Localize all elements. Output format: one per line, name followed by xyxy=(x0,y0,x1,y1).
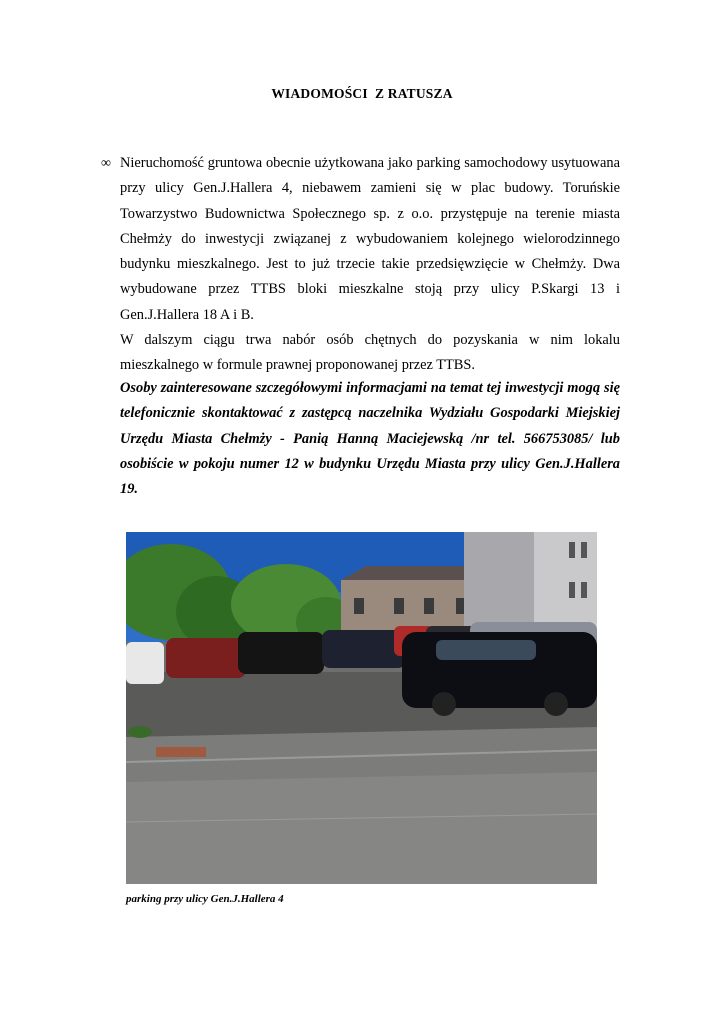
page-title: WIADOMOŚCI Z RATUSZA xyxy=(271,86,453,101)
parking-photo xyxy=(126,532,597,884)
photo-caption: parking przy ulicy Gen.J.Hallera 4 xyxy=(126,893,284,905)
paragraph-recruitment: W dalszym ciągu trwa nabór osób chętnych do pozyskania w nim lokalu mieszkalnego w formule prawnej proponowanej przez TTBS. xyxy=(120,332,620,374)
paragraph-investment: Nieruchomość gruntowa obecnie użytkowana jako parking samochodowy usytuowana przy ulicy Gen.J.Hallera 4, niebawem zamieni się w plac budowy. Toruńskie Towarzystwo Budownictwa Społecznego sp. z o.o. przystępuje na terenie miasta Chełmży do inwestycji związanej z wybudowaniem kolejnego wielorodzinnego budynku mieszkalnego. Jest to już trzecie takie przedsięwzięcie w Chełmży. Dwa wybudowane przez TTBS bloki mieszkalne stoją przy ulicy P.Skargi 13 i Gen.J.Hallera 18 A i B. xyxy=(120,155,620,323)
infinity-bullet-icon: ∞ xyxy=(101,156,111,171)
paragraph-contact: Osoby zainteresowane szczegółowymi informacjami na temat tej inwestycji mogą się telefonicznie skontaktować z zastępcą naczelnika Wydziału Gospodarki Miejskiej Urzędu Miasta Chełmży - Panią Hanną Maciejewską /nr tel. 566753085/ lub osobiście w pokoju numer 12 w budynku Urzędu Miasta przy ulicy Gen.J.Hallera 19. xyxy=(120,380,620,498)
